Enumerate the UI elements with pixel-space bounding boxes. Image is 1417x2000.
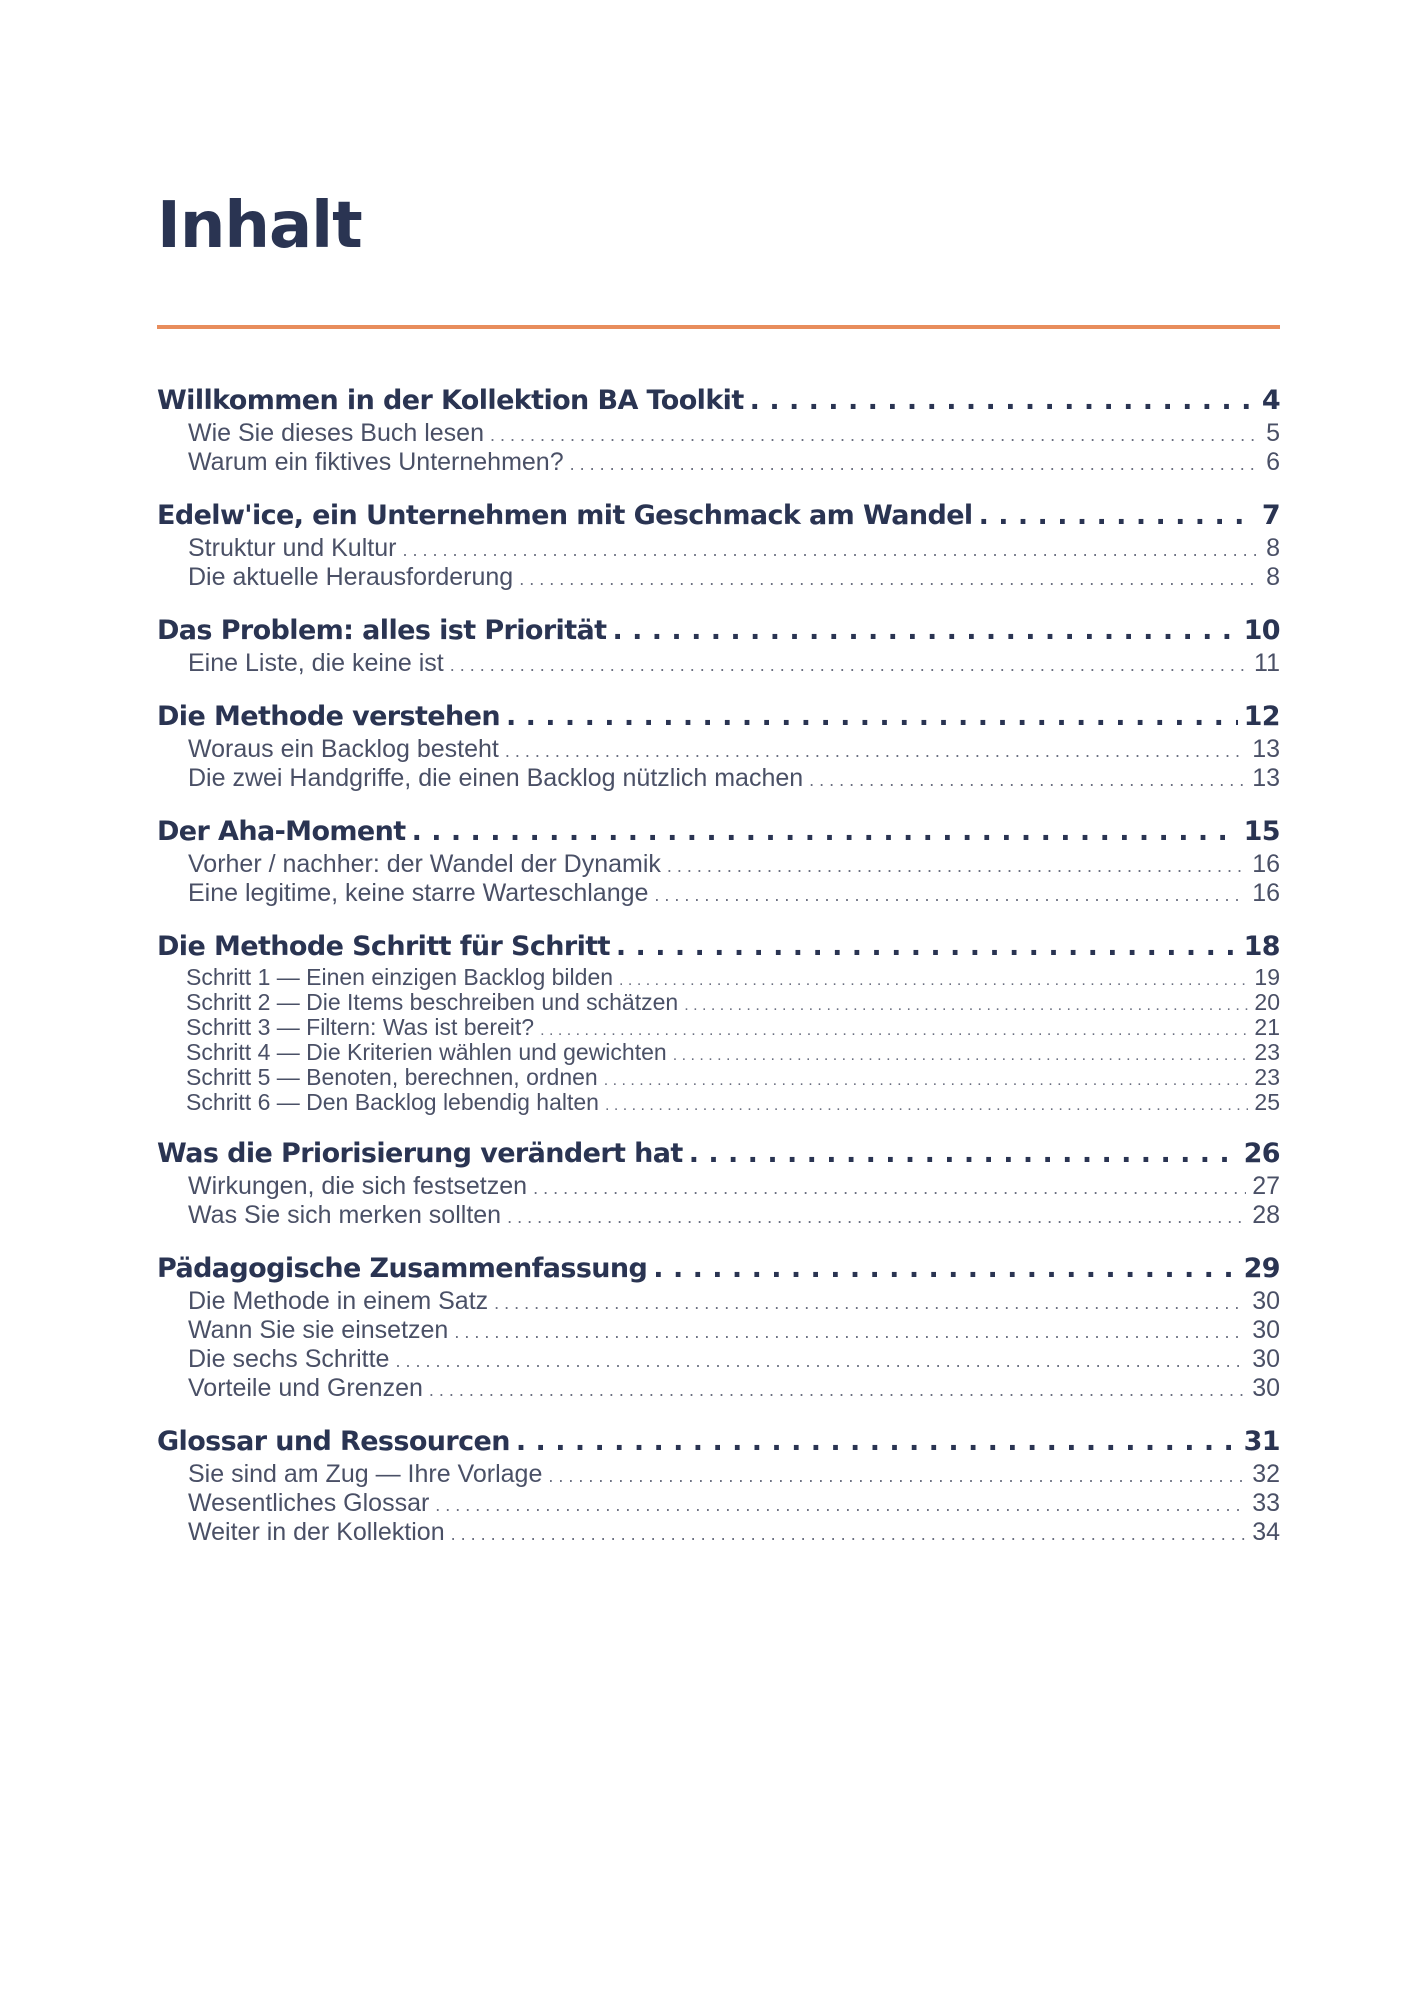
subentry-page-number: 21 (1254, 1014, 1280, 1040)
chapter-page-number: 4 (1261, 385, 1280, 416)
subentry-title: Schritt 2 — Die Items beschreiben und schätzen (186, 989, 679, 1015)
subentry-title: Eine Liste, die keine ist (188, 649, 444, 677)
subentry-page-number: 16 (1252, 850, 1280, 878)
subentry-page-number: 27 (1252, 1172, 1280, 1200)
subentry-title: Wirkungen, die sich festsetzen (188, 1172, 528, 1200)
dot-leader (429, 1376, 1246, 1405)
dot-leader (395, 1347, 1246, 1376)
subentry-title: Wann Sie sie einsetzen (188, 1316, 449, 1344)
dot-leader (750, 383, 1256, 419)
dot-leader (516, 1424, 1238, 1460)
dot-leader (507, 1203, 1246, 1232)
section-spacer (157, 678, 1280, 699)
toc-subentry[interactable] (157, 879, 1280, 908)
subentry-title: Schritt 4 — Die Kriterien wählen und gewichten (186, 1039, 667, 1065)
subentry-page-number: 30 (1252, 1316, 1280, 1344)
subentry-title: Warum ein fiktives Unternehmen? (188, 448, 564, 476)
dot-leader (654, 881, 1246, 910)
dot-leader (412, 814, 1238, 850)
subentry-title: Vorher / nachher: der Wandel der Dynamik (188, 850, 661, 878)
subentry-page-number: 32 (1252, 1460, 1280, 1488)
dot-leader (454, 1318, 1246, 1347)
dot-leader (494, 1289, 1246, 1318)
subentry-title: Woraus ein Backlog besteht (188, 735, 499, 763)
dot-leader (451, 1520, 1247, 1549)
subentry-title: Sie sind am Zug — Ihre Vorlage (188, 1460, 543, 1488)
page-title: Inhalt (157, 189, 362, 263)
subentry-page-number: 19 (1254, 964, 1280, 990)
toc-subentry[interactable] (157, 1090, 1280, 1115)
toc-subentry[interactable] (157, 1287, 1280, 1316)
chapter-page-number: 29 (1243, 1253, 1280, 1284)
chapter-title: Der Aha-Moment (157, 816, 406, 847)
dot-leader (616, 929, 1238, 965)
dot-leader (450, 651, 1248, 680)
dot-leader (506, 699, 1238, 735)
subentry-title: Vorteile und Grenzen (188, 1374, 423, 1402)
subentry-page-number: 6 (1266, 448, 1280, 476)
section-spacer (157, 592, 1280, 613)
subentry-title: Schritt 5 — Benoten, berechnen, ordnen (186, 1064, 598, 1090)
toc-section (157, 498, 1280, 592)
dot-leader (689, 1136, 1238, 1172)
dot-leader (519, 565, 1260, 594)
toc-section (157, 1136, 1280, 1230)
subentry-page-number: 33 (1252, 1489, 1280, 1517)
toc-section (157, 814, 1280, 908)
toc-chapter-entry[interactable] (157, 613, 1280, 649)
toc-subentry[interactable] (157, 1040, 1280, 1065)
subentry-title: Weiter in der Kollektion (188, 1518, 445, 1546)
toc-subentry[interactable] (157, 419, 1280, 448)
subentry-page-number: 34 (1252, 1518, 1280, 1546)
dot-leader (548, 1462, 1246, 1491)
chapter-page-number: 12 (1243, 701, 1280, 732)
toc-chapter-entry[interactable] (157, 383, 1280, 419)
toc-subentry[interactable] (157, 1201, 1280, 1230)
dot-leader (619, 968, 1248, 993)
dot-leader (612, 613, 1237, 649)
subentry-page-number: 23 (1254, 1064, 1280, 1090)
toc-subentry[interactable] (157, 1374, 1280, 1403)
chapter-title: Was die Priorisierung verändert hat (157, 1138, 683, 1169)
chapter-page-number: 7 (1261, 500, 1280, 531)
toc-chapter-entry[interactable] (157, 1136, 1280, 1172)
toc-chapter-entry[interactable] (157, 1424, 1280, 1460)
toc-section (157, 1424, 1280, 1547)
subentry-page-number: 8 (1266, 563, 1280, 591)
chapter-page-number: 10 (1243, 615, 1280, 646)
toc-chapter-entry[interactable] (157, 699, 1280, 735)
toc-subentry[interactable] (157, 1065, 1280, 1090)
toc-subentry[interactable] (157, 1172, 1280, 1201)
toc-subentry[interactable] (157, 1489, 1280, 1518)
chapter-title: Die Methode verstehen (157, 701, 500, 732)
subentry-page-number: 13 (1252, 764, 1280, 792)
subentry-page-number: 25 (1254, 1089, 1280, 1115)
subentry-page-number: 13 (1252, 735, 1280, 763)
dot-leader (667, 852, 1246, 881)
toc-subentry[interactable] (157, 1460, 1280, 1489)
dot-leader (809, 766, 1246, 795)
chapter-title: Glossar und Ressourcen (157, 1426, 510, 1457)
toc-subentry[interactable] (157, 965, 1280, 990)
section-spacer (157, 477, 1280, 498)
section-spacer (157, 1115, 1280, 1136)
toc-section (157, 383, 1280, 477)
chapter-title: Pädagogische Zusammenfassung (157, 1253, 648, 1284)
subentry-title: Wesentliches Glossar (188, 1489, 430, 1517)
toc-subentry[interactable] (157, 1345, 1280, 1374)
chapter-title: Die Methode Schritt für Schritt (157, 931, 610, 962)
chapter-page-number: 15 (1243, 816, 1280, 847)
subentry-page-number: 30 (1252, 1345, 1280, 1373)
toc-chapter-entry[interactable] (157, 814, 1280, 850)
dot-leader (979, 498, 1256, 534)
subentry-page-number: 30 (1252, 1287, 1280, 1315)
dot-leader (653, 1251, 1237, 1287)
toc-subentry[interactable] (157, 1518, 1280, 1547)
chapter-page-number: 18 (1243, 931, 1280, 962)
subentry-title: Die aktuelle Herausforderung (188, 563, 514, 591)
subentry-title: Schritt 3 — Filtern: Was ist bereit? (186, 1014, 535, 1040)
subentry-title: Eine legitime, keine starre Warteschlange (188, 879, 649, 907)
subentry-page-number: 11 (1254, 649, 1280, 677)
dot-leader (604, 1068, 1249, 1093)
dot-leader (673, 1043, 1249, 1068)
subentry-page-number: 16 (1252, 879, 1280, 907)
dot-leader (570, 450, 1260, 479)
toc-section (157, 929, 1280, 1115)
toc-chapter-entry[interactable] (157, 929, 1280, 965)
subentry-page-number: 20 (1254, 989, 1280, 1015)
subentry-title: Die zwei Handgriffe, die einen Backlog nützlich machen (188, 764, 804, 792)
chapter-title: Das Problem: alles ist Priorität (157, 615, 607, 646)
toc-subentry[interactable] (157, 850, 1280, 879)
subentry-page-number: 28 (1252, 1201, 1280, 1229)
subentry-page-number: 8 (1266, 534, 1280, 562)
toc-subentry[interactable] (157, 448, 1280, 477)
subentry-title: Die Methode in einem Satz (188, 1287, 489, 1315)
section-spacer (157, 1403, 1280, 1424)
subentry-title: Die sechs Schritte (188, 1345, 390, 1373)
toc-subentry[interactable] (157, 534, 1280, 563)
section-spacer (157, 908, 1280, 929)
dot-leader (435, 1491, 1246, 1520)
dot-leader (684, 993, 1248, 1018)
subentry-title: Wie Sie dieses Buch lesen (188, 419, 484, 447)
toc-chapter-entry[interactable] (157, 498, 1280, 534)
section-spacer (157, 1230, 1280, 1251)
toc-subentry[interactable] (157, 1015, 1280, 1040)
subentry-title: Schritt 6 — Den Backlog lebendig halten (186, 1089, 599, 1115)
section-spacer (157, 793, 1280, 814)
dot-leader (533, 1174, 1246, 1203)
toc-section (157, 699, 1280, 793)
toc-subentry[interactable] (157, 735, 1280, 764)
toc-subentry[interactable] (157, 764, 1280, 793)
dot-leader (490, 421, 1260, 450)
subentry-page-number: 30 (1252, 1374, 1280, 1402)
chapter-title: Willkommen in der Kollektion BA Toolkit (157, 385, 744, 416)
subentry-title: Struktur und Kultur (188, 534, 397, 562)
chapter-page-number: 31 (1243, 1426, 1280, 1457)
subentry-title: Was Sie sich merken sollten (188, 1201, 502, 1229)
subentry-page-number: 5 (1266, 419, 1280, 447)
subentry-page-number: 23 (1254, 1039, 1280, 1065)
accent-divider (157, 325, 1280, 329)
toc-subentry[interactable] (157, 990, 1280, 1015)
chapter-title: Edelw'ice, ein Unternehmen mit Geschmack am Wandel (157, 500, 973, 531)
toc-section (157, 1251, 1280, 1403)
toc-chapter-entry[interactable] (157, 1251, 1280, 1287)
dot-leader (505, 737, 1246, 766)
chapter-page-number: 26 (1243, 1138, 1280, 1169)
toc-section (157, 613, 1280, 678)
toc-subentry[interactable] (157, 649, 1280, 678)
subentry-title: Schritt 1 — Einen einzigen Backlog bilden (186, 964, 614, 990)
toc-subentry[interactable] (157, 1316, 1280, 1345)
dot-leader (402, 536, 1260, 565)
table-of-contents (157, 383, 1280, 1547)
toc-subentry[interactable] (157, 563, 1280, 592)
dot-leader (605, 1093, 1248, 1118)
